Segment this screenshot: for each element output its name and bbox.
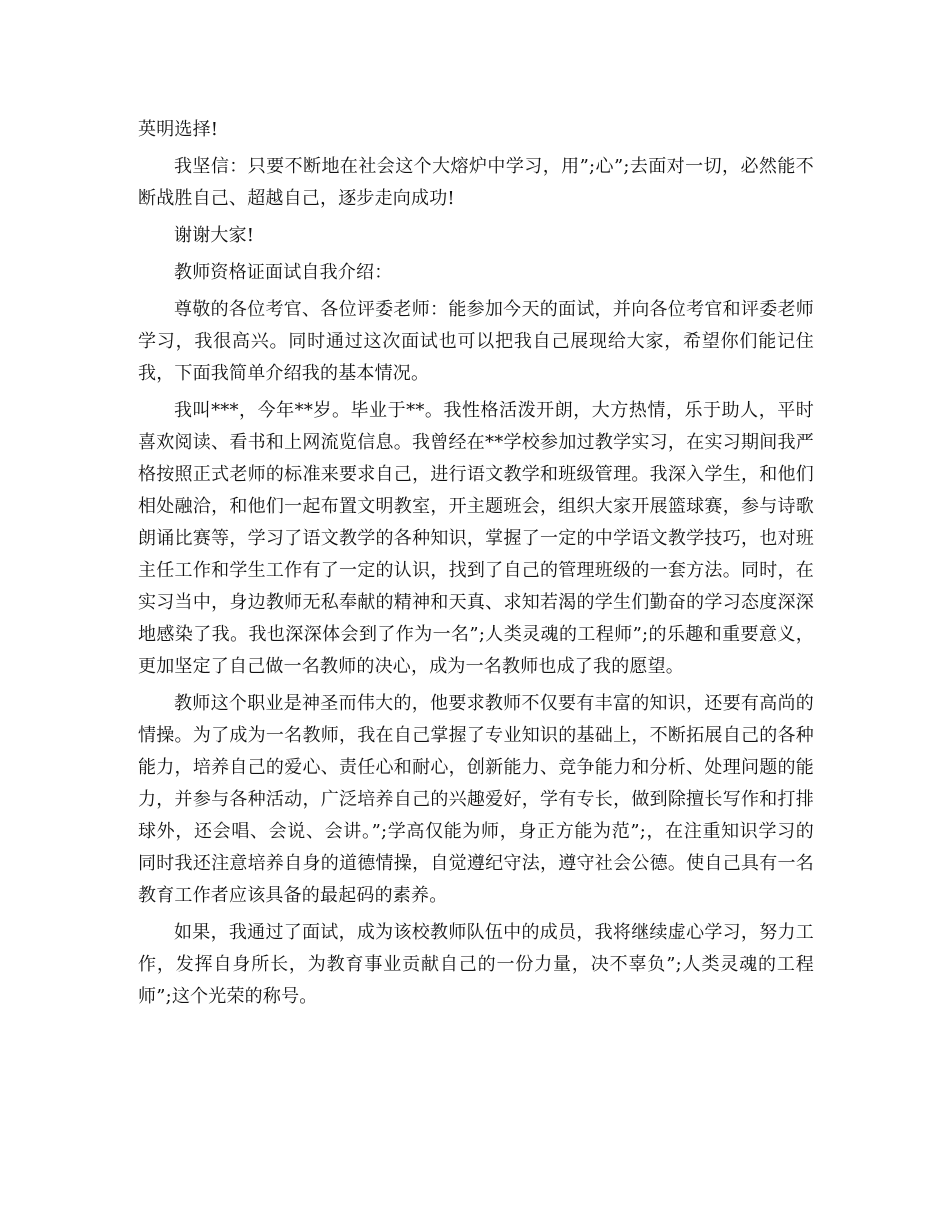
paragraph-commitment: 如果，我通过了面试，成为该校教师队伍中的成员，我将继续虚心学习，努力工作，发挥自身所长，为教育事业贡献自己的一份力量，决不辜负”;人类灵魂的工程师”;这个光荣的称号。 [138, 922, 814, 1007]
paragraph-closing-line: 英明选择! [138, 119, 219, 140]
paragraph-profession: 教师这个职业是神圣而伟大的，他要求教师不仅要有丰富的知识，还要有高尚的情操。为了成为一名教师，我在自己掌握了专业知识的基础上，不断拓展自己的各种能力，培养自己的爱心、责任心和耐心，创新能力、竞争能力和分析、处理问题的能力，并参与各种活动，广泛培养自己的兴趣爱好，学有专长，做到除擅长写作和打排球外，还会唱、会说、会讲。”;学高仅能为师，身正方能为范”;，在注重知识学习的同时我还注意培养自身的道德情操，自觉遵纪守法，遵守社会公德。使自己具有一名教育工作者应该具备的最起码的素养。 [138, 693, 814, 906]
document-body [138, 114, 814, 1018]
paragraph-thanks: 谢谢大家! [174, 225, 255, 246]
paragraph-background: 我叫***，今年**岁。毕业于**。我性格活泼开朗，大方热情，乐于助人，平时喜欢阅读、看书和上网流览信息。我曾经在**学校参加过教学实习，在实习期间我严格按照正式老师的标准来要求自己，进行语文教学和班级管理。我深入学生，和他们相处融洽，和他们一起布置文明教室，开主题班会，组织大家开展篮球赛，参与诗歌朗诵比赛等，学习了语文教学的各种知识，掌握了一定的中学语文教学技巧，也对班主任工作和学生工作有了一定的认识，找到了自己的管理班级的一套方法。同时，在实习当中，身边教师无私奉献的精神和天真、求知若渴的学生们勤奋的学习态度深深地感染了我。我也深深体会到了作为一名”;人类灵魂的工程师”;的乐趣和重要意义，更加坚定了自己做一名教师的决心，成为一名教师也成了我的愿望。 [138, 400, 814, 677]
paragraph-greeting: 尊敬的各位考官、各位评委老师：能参加今天的面试，并向各位考官和评委老师学习，我很高兴。同时通过这次面试也可以把我自己展现给大家，希望你们能记住我，下面我简单介绍我的基本情况。 [138, 299, 814, 384]
paragraph-belief: 我坚信：只要不断地在社会这个大熔炉中学习，用”;心”;去面对一切，必然能不断战胜自己、超越自己，逐步走向成功! [138, 156, 814, 209]
section-heading: 教师资格证面试自我介绍： [174, 262, 393, 283]
